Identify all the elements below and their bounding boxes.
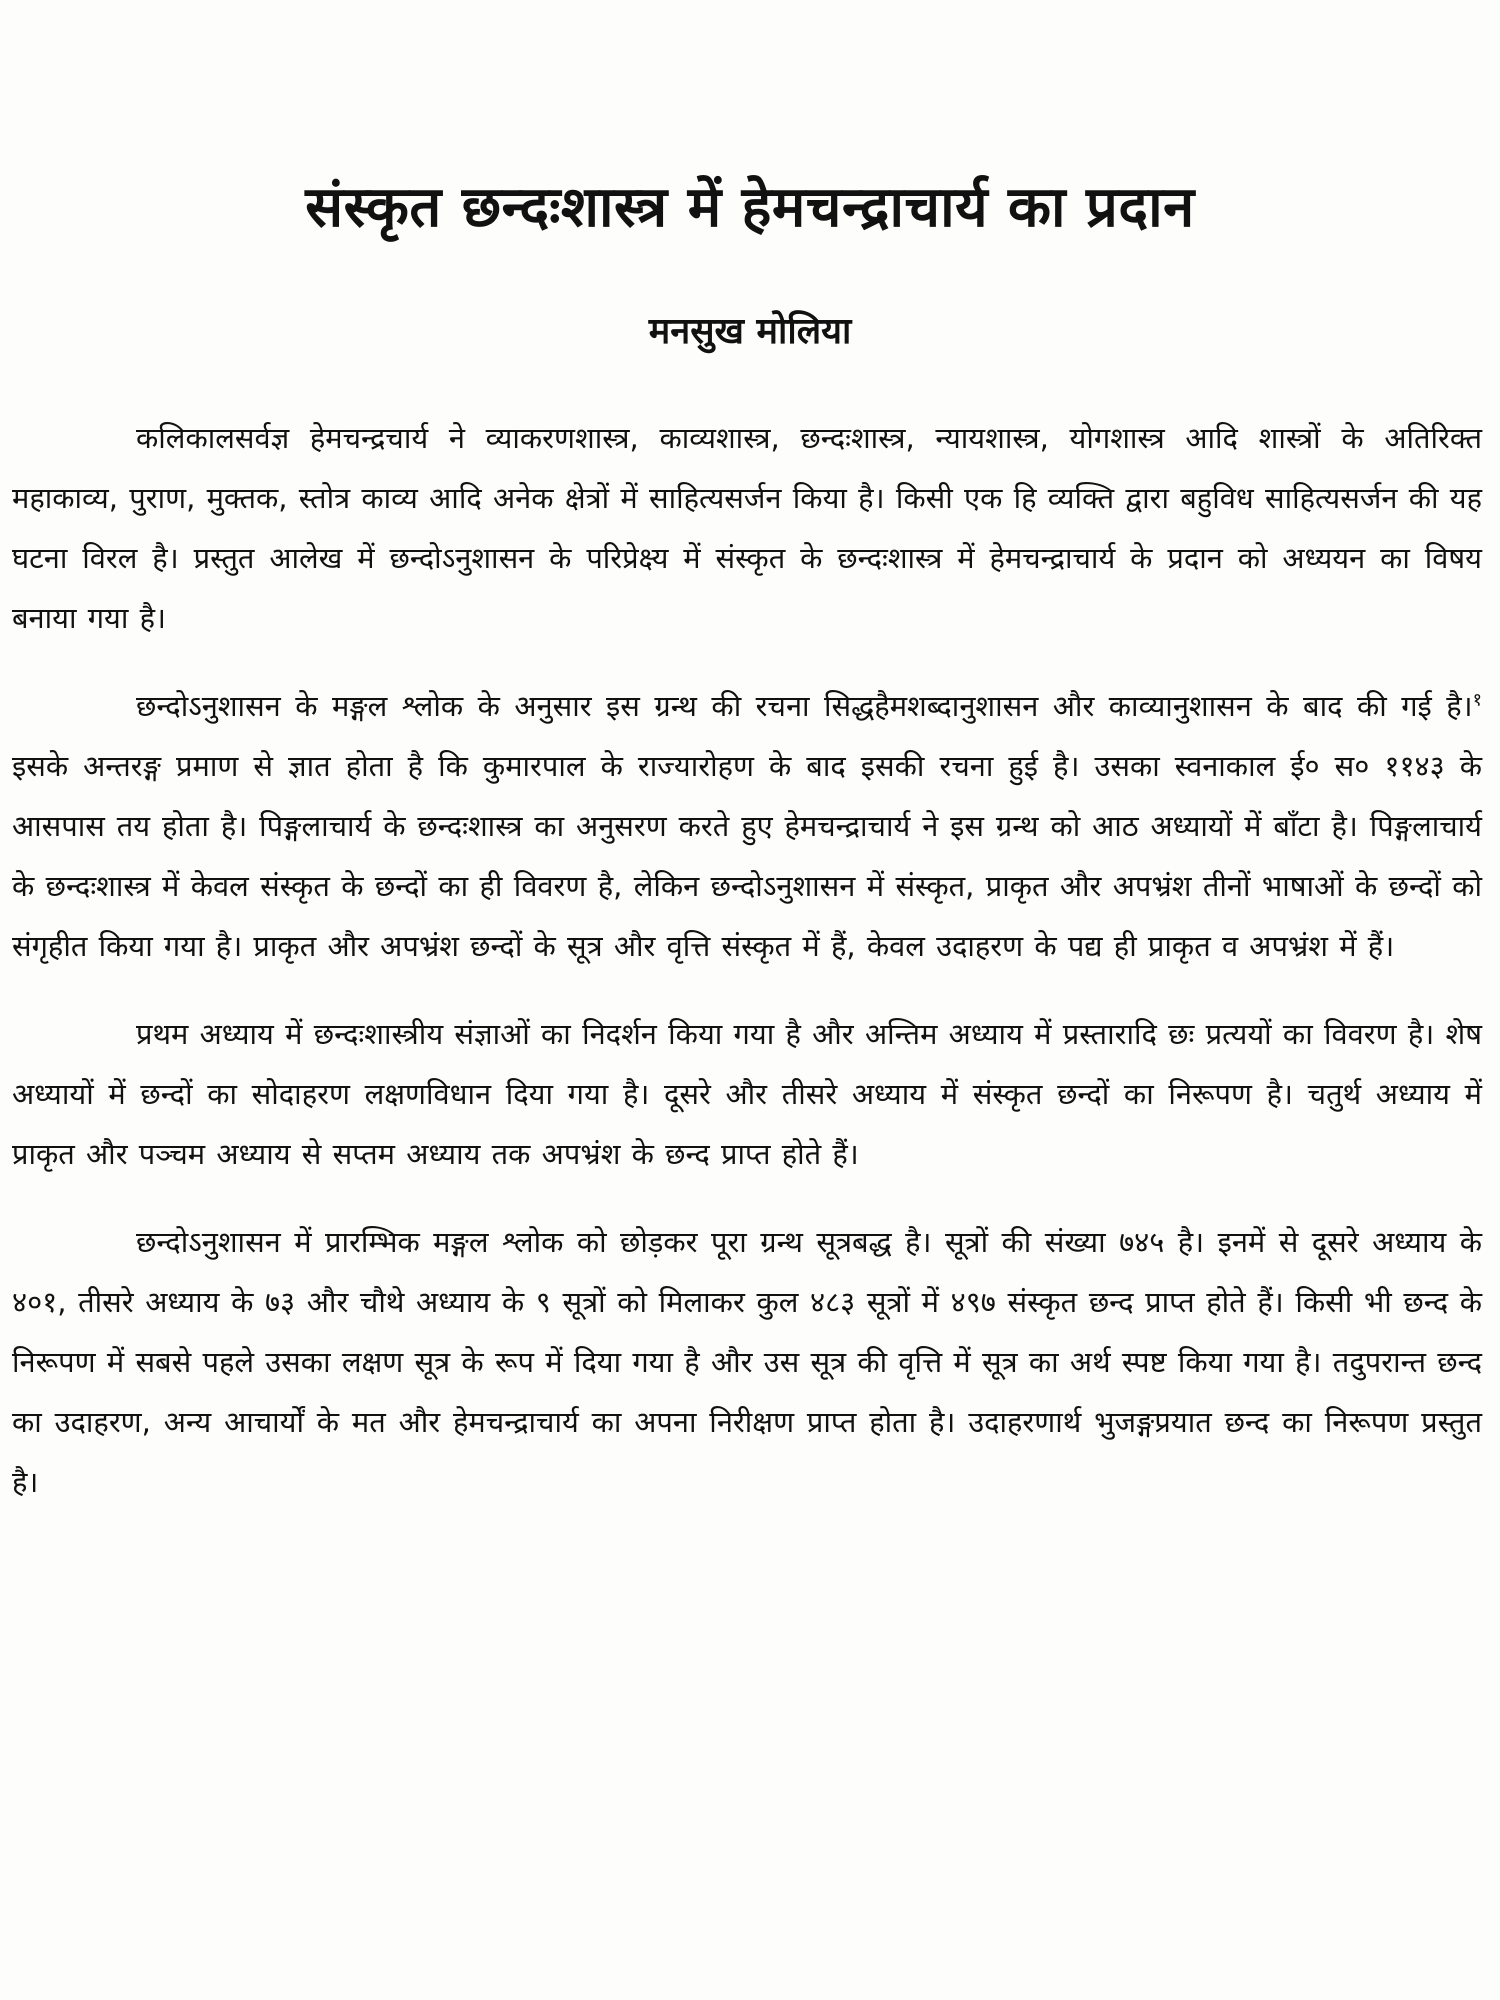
footnote-marker: १ xyxy=(1472,689,1482,711)
paragraph-2 xyxy=(12,676,1482,976)
paragraph-4: छन्दोऽनुशासन में प्रारम्भिक मङ्गल श्लोक को छोड़कर पूरा ग्रन्थ सूत्रबद्ध है। सूत्रों की संख्या ७४५ है। इनमें से दूसरे अध्याय के ४०१, तीसरे अध्याय के ७३ और चौथे अध्याय के ९ सूत्रों को मिलाकर कुल ४८३ सूत्रों में ४९७ संस्कृत छन्द प्राप्त होते हैं। किसी भी छन्द के निरूपण में सबसे पहले उसका लक्षण सूत्र के रूप में दिया गया है और उस सूत्र की वृत्ति में सूत्र का अर्थ स्पष्ट किया गया है। तदुपरान्त छन्द का उदाहरण, अन्य आचार्यों के मत और हेमचन्द्राचार्य का अपना निरीक्षण प्राप्त होता है। उदाहरणार्थ भुजङ्गप्रयात छन्द का निरूपण प्रस्तुत है। xyxy=(12,1225,1482,1499)
paragraph-3: प्रथम अध्याय में छन्दःशास्त्रीय संज्ञाओं का निदर्शन किया गया है और अन्तिम अध्याय में प्रस्तारादि छः प्रत्ययों का विवरण है। शेष अध्यायों में छन्दों का सोदाहरण लक्षणविधान दिया गया है। दूसरे और तीसरे अध्याय में संस्कृत छन्दों का निरूपण है। चतुर्थ अध्याय में प्राकृत और पञ्चम अध्याय से सप्तम अध्याय तक अपभ्रंश के छन्द प्राप्त होते हैं। xyxy=(12,1017,1482,1171)
author-name: मनसुख मोलिया xyxy=(648,311,852,352)
article-title: संस्कृत छन्दःशास्त्र में हेमचन्द्राचार्य का प्रदान xyxy=(305,175,1195,240)
article-body xyxy=(12,408,1482,1540)
paragraph-1: कलिकालसर्वज्ञ हेमचन्द्रचार्य ने व्याकरणशास्त्र, काव्यशास्त्र, छन्दःशास्त्र, न्यायशास्त्र, योगशास्त्र आदि शास्त्रों के अतिरिक्त महाकाव्य, पुराण, मुक्तक, स्तोत्र काव्य आदि अनेक क्षेत्रों में साहित्यसर्जन किया है। किसी एक हि व्यक्ति द्वारा बहुविध साहित्यसर्जन की यह घटना विरल है। प्रस्तुत आलेख में छन्दोऽनुशासन के परिप्रेक्ष्य में संस्कृत के छन्दःशास्त्र में हेमचन्द्राचार्य के प्रदान को अध्ययन का विषय बनाया गया है। xyxy=(12,421,1482,635)
paragraph-2-part-2: इसके अन्तरङ्ग प्रमाण से ज्ञात होता है कि कुमारपाल के राज्यारोहण के बाद इसकी रचना हुई है। उसका स्वनाकाल ई० स० ११४३ के आसपास तय होता है। पिङ्गलाचार्य के छन्दःशास्त्र का अनुसरण करते हुए हेमचन्द्राचार्य ने इस ग्रन्थ को आठ अध्यायों में बाँटा है। पिङ्गलाचार्य के छन्दःशास्त्र में केवल संस्कृत के छन्दों का ही विवरण है, लेकिन छन्दोऽनुशासन में संस्कृत, प्राकृत और अपभ्रंश तीनों भाषाओं के छन्दों को संगृहीत किया गया है। प्राकृत और अपभ्रंश छन्दों के सूत्र और वृत्ति संस्कृत में हैं, केवल उदाहरण के पद्य ही प्राकृत व अपभ्रंश में हैं। xyxy=(12,749,1482,963)
paragraph-2-part-1: छन्दोऽनुशासन के मङ्गल श्लोक के अनुसार इस ग्रन्थ की रचना सिद्धहैमशब्दानुशासन और काव्यानुशासन के बाद की गई है। xyxy=(136,689,1473,723)
